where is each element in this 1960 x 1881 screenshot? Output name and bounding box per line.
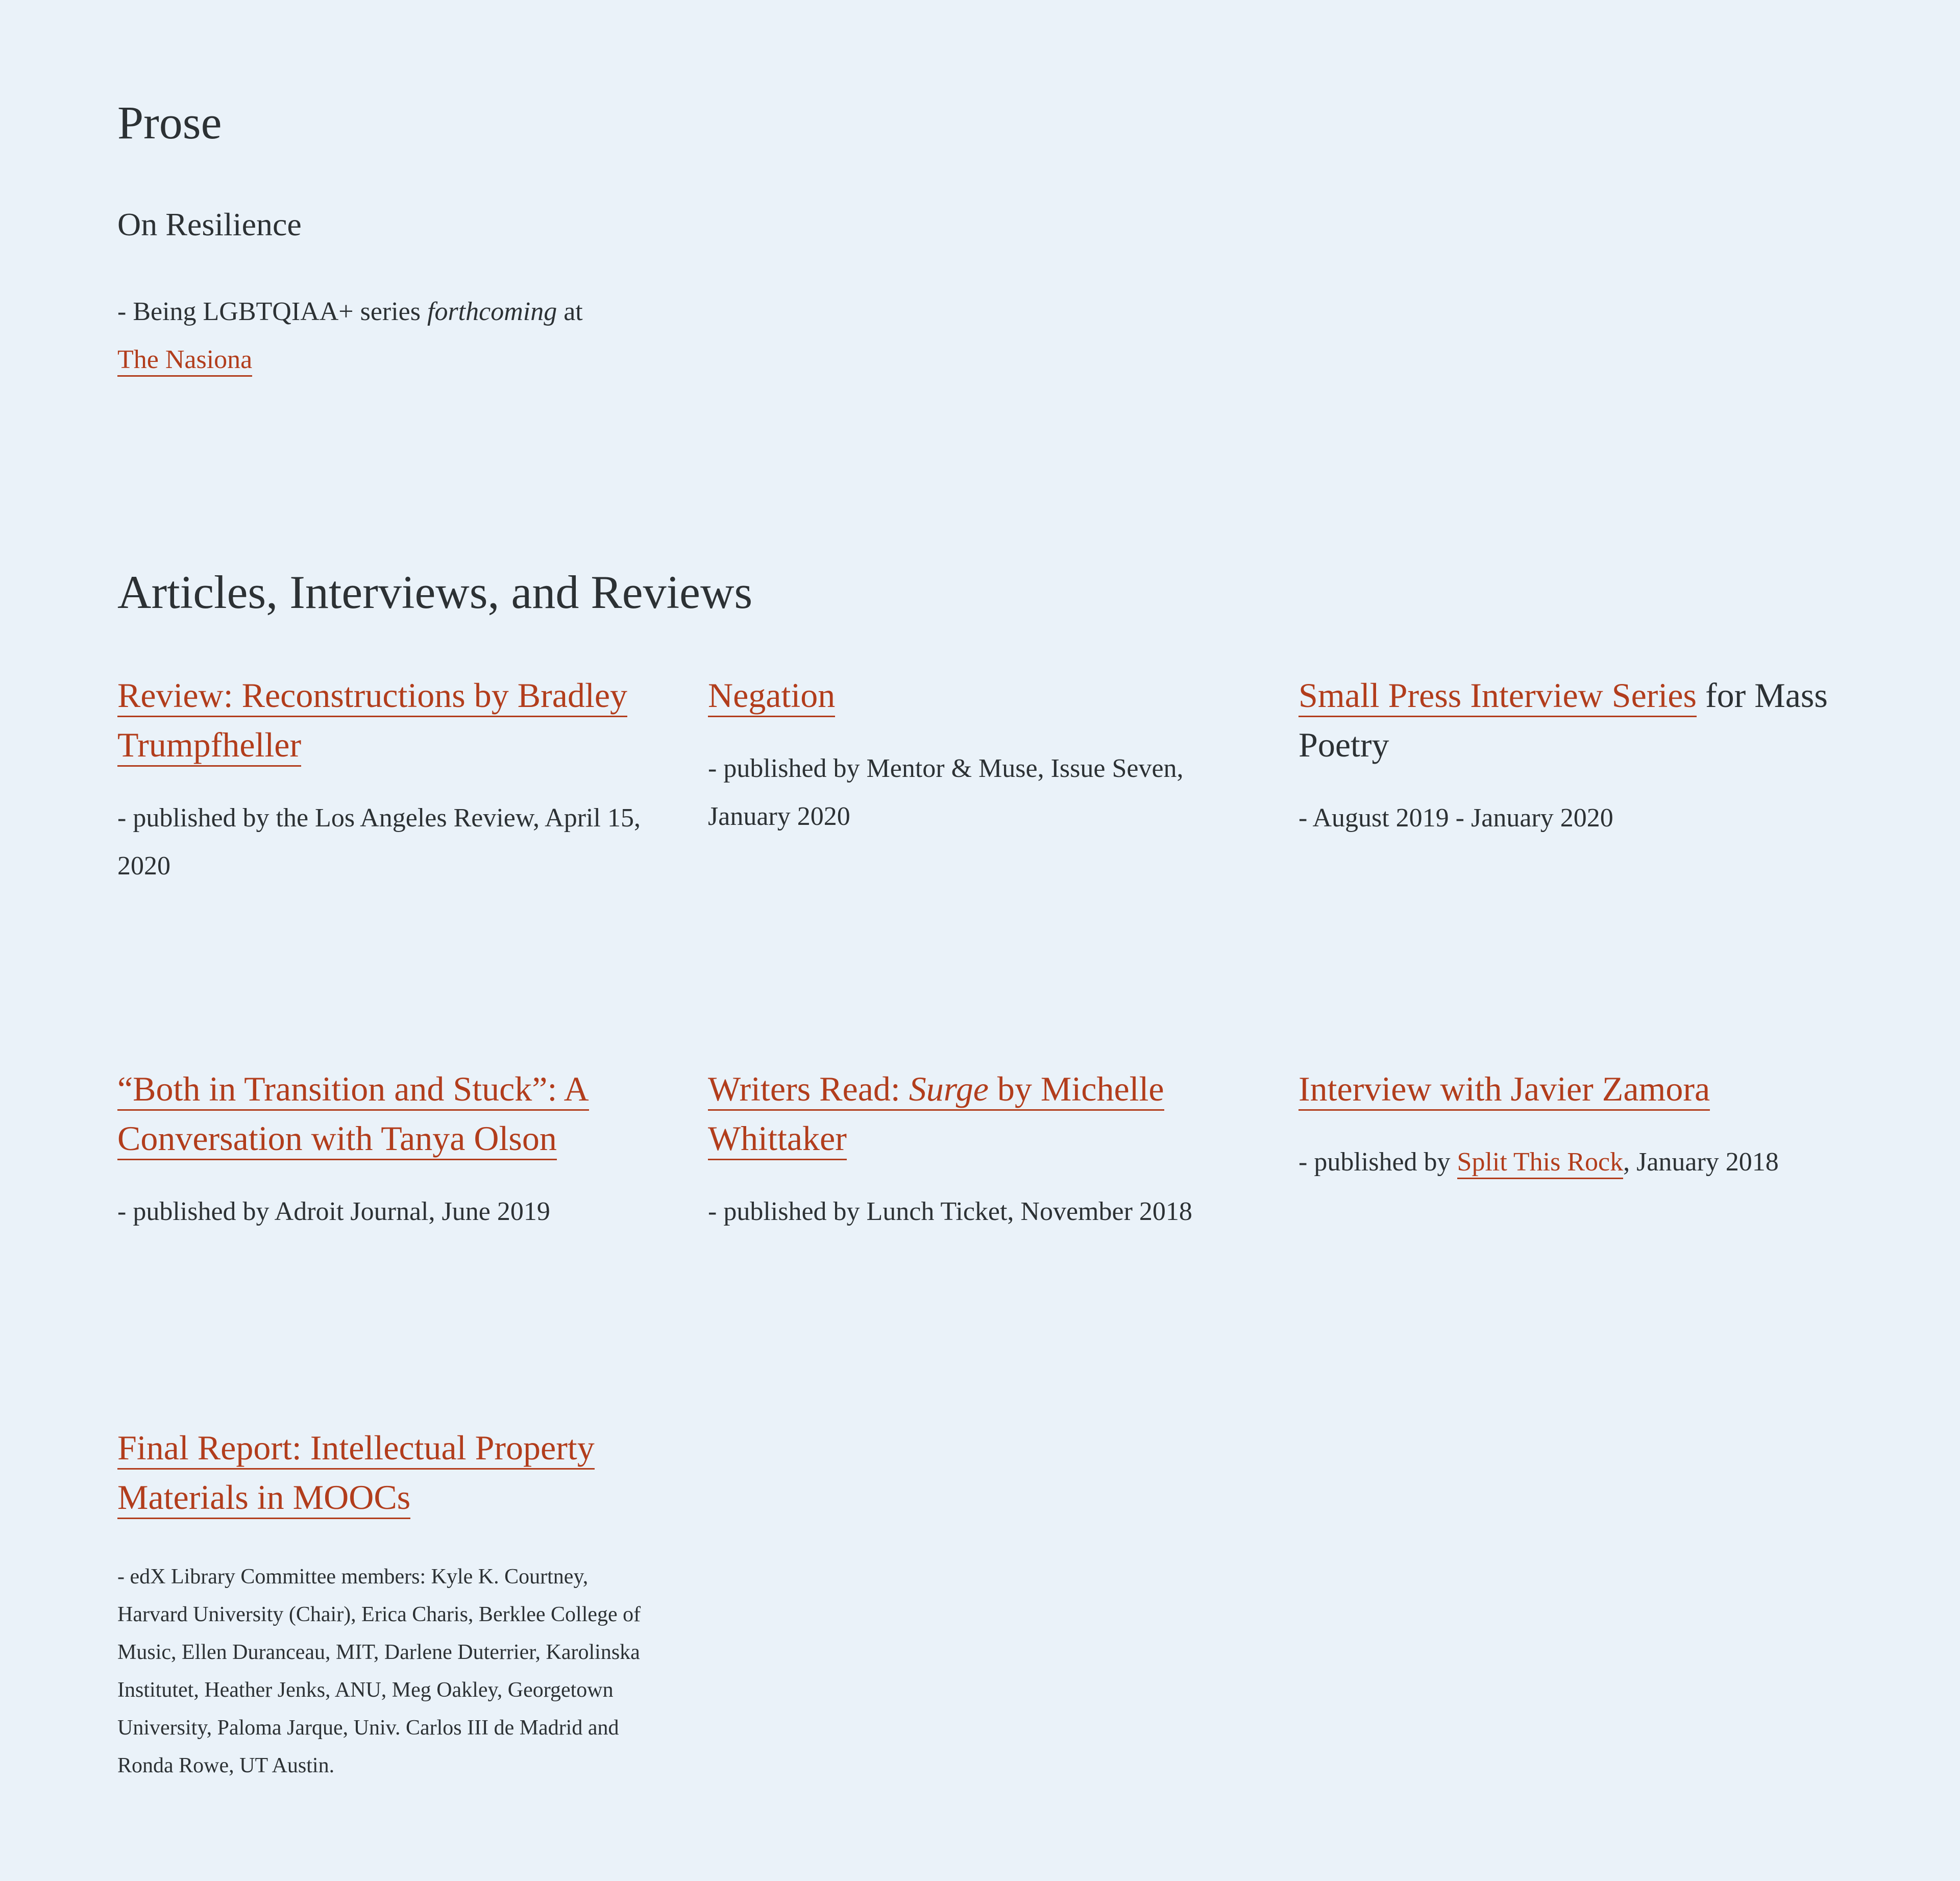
article-item [117,1064,653,1236]
article-item [708,1064,1244,1236]
writers-read-surge-link[interactable] [708,1069,1164,1160]
article-title-rest: for Mass Poetry [1298,676,1828,764]
article-item [117,1423,653,1785]
article-title [708,1064,1244,1163]
title-italic: Surge [909,1069,989,1108]
article-meta [1298,1138,1834,1186]
prose-line-suffix: at [557,297,583,326]
article-item [1298,1064,1834,1186]
article-meta: - published by the Los Angeles Review, April 15, 2020 [117,803,641,881]
article-title [708,671,1244,720]
prose-heading: Prose [117,96,222,149]
interview-javier-zamora-link[interactable]: Interview with Javier Zamora [1298,1069,1710,1111]
article-meta: - published by Lunch Ticket, November 2018 [708,1197,1192,1226]
small-press-interview-series-link[interactable]: Small Press Interview Series [1298,676,1697,717]
title-post: by Michelle Whittaker [708,1069,1164,1158]
meta-suffix: , January 2018 [1623,1147,1779,1177]
both-in-transition-link[interactable]: “Both in Transition and Stuck”: A Conversation with Tanya Olson [117,1069,589,1160]
article-item [708,671,1244,841]
prose-description [117,288,679,384]
articles-heading: Articles, Interviews, and Reviews [117,566,753,618]
article-item [117,671,653,890]
meta-prefix: - published by [1298,1147,1457,1177]
final-report-moocs-link[interactable]: Final Report: Intellectual Property Materials in MOOCs [117,1428,595,1519]
article-title [117,671,653,770]
article-title [117,1064,653,1163]
the-nasiona-link[interactable]: The Nasiona [117,345,252,377]
prose-subheading: On Resilience [117,206,302,242]
article-meta: - August 2019 - January 2020 [1298,803,1613,833]
article-title [117,1423,653,1522]
article-meta: - edX Library Committee members: Kyle K. Courtney, Harvard University (Chair), Erica Charis, Berklee College of Music, Ellen Duranceau, MIT, Darlene Duterrier, Karolinska Institutet, Heather Jenks, ANU, Meg Oakley, Georgetown University, Paloma Jarque, Univ. Carlos III de Madrid and Ronda Rowe, UT Austin. [117,1565,641,1777]
title-pre: Writers Read: [708,1069,909,1108]
prose-line-prefix: - Being LGBTQIAA+ series [117,297,427,326]
review-reconstructions-link[interactable]: Review: Reconstructions by Bradley Trumpfheller [117,676,627,767]
article-item [1298,671,1834,842]
article-title [1298,671,1834,770]
negation-link[interactable]: Negation [708,676,835,717]
article-meta: - published by Adroit Journal, June 2019 [117,1197,550,1226]
prose-line-italic: forthcoming [427,297,557,326]
article-meta: - published by Mentor & Muse, Issue Seven, January 2020 [708,754,1184,831]
split-this-rock-link[interactable]: Split This Rock [1457,1147,1624,1179]
article-title [1298,1064,1834,1114]
